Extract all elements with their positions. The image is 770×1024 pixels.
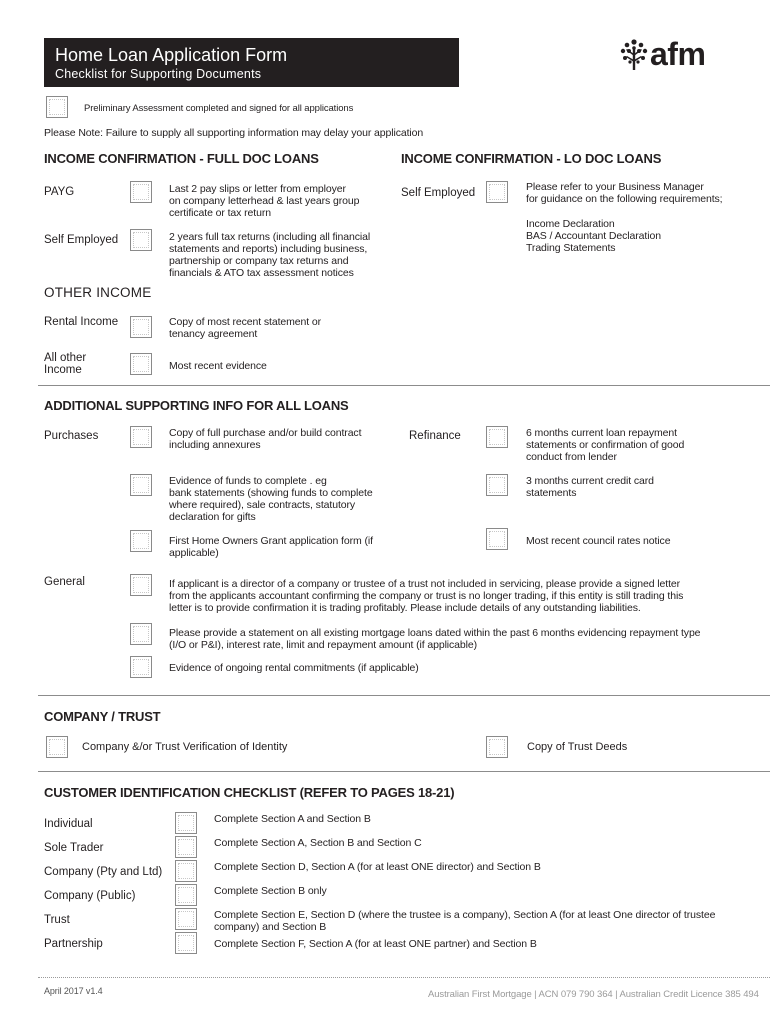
brand-name: afm	[650, 36, 706, 72]
footer-divider	[38, 977, 770, 978]
id-row-text: Complete Section A and Section B	[214, 813, 371, 825]
purchases-text-line: including annexures	[169, 439, 261, 451]
credit-card-checkbox[interactable]	[486, 474, 508, 496]
purchases-text-line: bank statements (showing funds to complete	[169, 487, 373, 499]
trust-deeds-checkbox[interactable]	[486, 736, 508, 758]
id-row-text: Complete Section D, Section A (for at least ONE director) and Section B	[214, 861, 541, 873]
refinance-text-line: statements	[526, 487, 577, 499]
self-employed-line: statements and reports) including business,	[169, 243, 368, 255]
afm-logo	[620, 36, 750, 76]
trust-checkbox[interactable]	[175, 908, 197, 930]
rental-commitments-checkbox[interactable]	[130, 656, 152, 678]
general-label: General	[44, 576, 85, 588]
trust-deeds-text: Copy of Trust Deeds	[527, 741, 628, 753]
id-row-text: Complete Section E, Section D (where the trustee is a company), Section A (for at least One director of trustee	[214, 909, 716, 921]
payg-label: PAYG	[44, 186, 75, 198]
self-employed-full-checkbox[interactable]	[130, 229, 152, 251]
refinance-text-line: 6 months current loan repayment	[526, 427, 677, 439]
company-verification-text: Company &/or Trust Verification of Identity	[82, 741, 288, 753]
refinance-text-line: Most recent council rates notice	[526, 535, 671, 547]
section-divider	[38, 385, 770, 386]
individual-checkbox[interactable]	[175, 812, 197, 834]
form-title: Home Loan Application Form	[55, 45, 288, 65]
all-other-income-label: All other	[44, 352, 87, 364]
id-row-text: Complete Section F, Section A (for at least ONE partner) and Section B	[214, 938, 537, 950]
all-other-income-text: Most recent evidence	[169, 360, 267, 372]
purchases-text-line: where required), sale contracts, statutory	[169, 499, 356, 511]
id-row-label: Trust	[44, 914, 70, 926]
self-employed-line: financials & ATO tax assessment notices	[169, 267, 354, 279]
preliminary-checkbox[interactable]	[46, 96, 68, 118]
title-banner	[44, 38, 459, 87]
version-label: April 2017 v1.4	[44, 986, 103, 996]
general-text-line: letter is to provide confirmation it is trading profitably. Please include details of any outstanding liabilities.	[169, 602, 641, 614]
other-income-heading: OTHER INCOME	[44, 285, 152, 300]
purchases-text-line: Evidence of funds to complete . eg	[169, 475, 327, 487]
director-letter-checkbox[interactable]	[130, 574, 152, 596]
id-row-text: Complete Section B only	[214, 885, 327, 897]
id-row-text: company) and Section B	[214, 921, 327, 933]
income-full-heading: INCOME CONFIRMATION - FULL DOC LOANS	[44, 151, 319, 166]
company-pty-checkbox[interactable]	[175, 860, 197, 882]
section-divider	[38, 771, 770, 772]
general-text-line: Evidence of ongoing rental commitments (if applicable)	[169, 662, 419, 674]
section-divider	[38, 695, 770, 696]
company-trust-heading: COMPANY / TRUST	[44, 709, 161, 724]
payg-line: certificate or tax return	[169, 207, 271, 219]
delay-note: Please Note: Failure to supply all supporting information may delay your application	[44, 127, 424, 139]
company-details: Australian First Mortgage | ACN 079 790 364 | Australian Credit Licence 385 494	[428, 989, 759, 1000]
purchase-contract-checkbox[interactable]	[130, 426, 152, 448]
purchases-text-line: Copy of full purchase and/or build contract	[169, 427, 362, 439]
self-employed-label: Self Employed	[44, 234, 119, 246]
income-lo-heading: INCOME CONFIRMATION - LO DOC LOANS	[401, 151, 662, 166]
self-employed-line: 2 years full tax returns (including all financial	[169, 231, 371, 243]
council-rates-checkbox[interactable]	[486, 528, 508, 550]
lo-text-line: for guidance on the following requirements;	[526, 193, 723, 205]
company-public-checkbox[interactable]	[175, 884, 197, 906]
general-text-line: (I/O or P&I), interest rate, limit and repayment amount (if applicable)	[169, 639, 478, 651]
lo-self-employed-label: Self Employed	[401, 187, 476, 199]
id-row-label: Sole Trader	[44, 842, 104, 854]
form-subtitle: Checklist for Supporting Documents	[55, 67, 262, 81]
all-other-income-checkbox[interactable]	[130, 353, 152, 375]
rental-income-checkbox[interactable]	[130, 316, 152, 338]
lo-requirement: Income Declaration	[526, 218, 615, 230]
first-home-grant-checkbox[interactable]	[130, 530, 152, 552]
refinance-text-line: statements or confirmation of good	[526, 439, 685, 451]
id-row-label: Individual	[44, 818, 93, 830]
sole-trader-checkbox[interactable]	[175, 836, 197, 858]
additional-heading: ADDITIONAL SUPPORTING INFO FOR ALL LOANS	[44, 398, 349, 413]
general-text-line: Please provide a statement on all existing mortgage loans dated within the past 6 months evidencing repayment type	[169, 627, 701, 639]
mortgage-statement-checkbox[interactable]	[130, 623, 152, 645]
lo-requirement: BAS / Accountant Declaration	[526, 230, 661, 242]
payg-line: Last 2 pay slips or letter from employer	[169, 183, 346, 195]
self-employed-lo-checkbox[interactable]	[486, 181, 508, 203]
all-other-income-label: Income	[44, 364, 82, 376]
purchases-text-line: declaration for gifts	[169, 511, 256, 523]
id-row-label: Company (Pty and Ltd)	[44, 866, 163, 878]
company-verification-checkbox[interactable]	[46, 736, 68, 758]
refinance-label: Refinance	[409, 430, 461, 442]
self-employed-line: partnership or company tax returns and	[169, 255, 349, 267]
tree-icon	[620, 38, 648, 72]
preliminary-text: Preliminary Assessment completed and signed for all applications	[84, 103, 354, 114]
partnership-checkbox[interactable]	[175, 932, 197, 954]
refinance-text-line: 3 months current credit card	[526, 475, 654, 487]
payg-checkbox[interactable]	[130, 181, 152, 203]
evidence-of-funds-checkbox[interactable]	[130, 474, 152, 496]
purchases-label: Purchases	[44, 430, 99, 442]
refinance-text-line: conduct from lender	[526, 451, 617, 463]
loan-repayment-checkbox[interactable]	[486, 426, 508, 448]
lo-requirement: Trading Statements	[526, 242, 616, 254]
payg-line: on company letterhead & last years group	[169, 195, 360, 207]
rental-income-label: Rental Income	[44, 316, 119, 328]
id-row-label: Company (Public)	[44, 890, 136, 902]
general-text-line: from the applicants accountant confirming the company or trust is no longer trading, if this entity is still trading this	[169, 590, 684, 602]
purchases-text-line: First Home Owners Grant application form (if	[169, 535, 373, 547]
rental-text-line: tenancy agreement	[169, 328, 258, 340]
purchases-text-line: applicable)	[169, 547, 219, 559]
general-text-line: If applicant is a director of a company or trustee of a trust not included in servicing, please provide a signed letter	[169, 578, 681, 590]
id-row-label: Partnership	[44, 938, 103, 950]
id-row-text: Complete Section A, Section B and Section C	[214, 837, 422, 849]
lo-text-line: Please refer to your Business Manager	[526, 181, 704, 193]
customer-id-heading: CUSTOMER IDENTIFICATION CHECKLIST (REFER TO PAGES 18-21)	[44, 785, 455, 800]
rental-text-line: Copy of most recent statement or	[169, 316, 322, 328]
